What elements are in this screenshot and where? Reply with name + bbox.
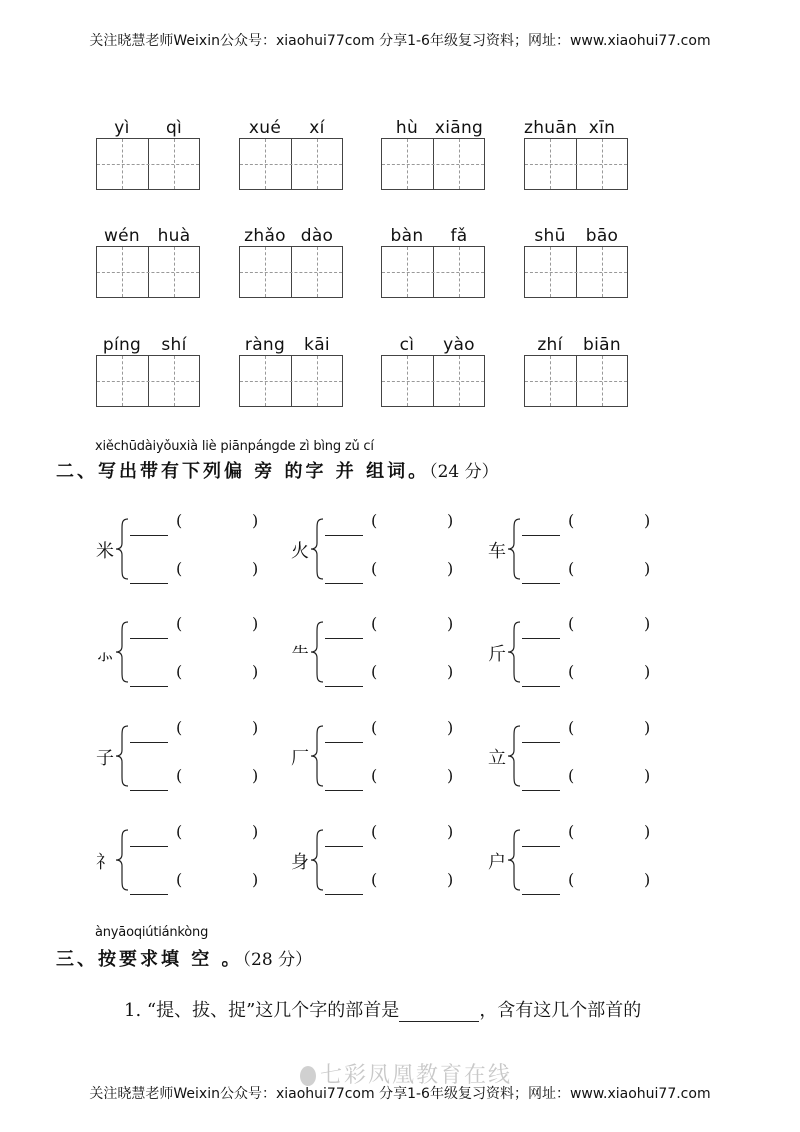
- paren-close: ): [447, 870, 454, 889]
- radical-label: 立: [488, 748, 506, 769]
- paren-open: (: [568, 822, 575, 841]
- radical-label: 身: [291, 852, 309, 873]
- paren-open: (: [568, 511, 575, 530]
- radical-label: 斤: [488, 644, 506, 665]
- pinyin-syllable: zhuān: [524, 118, 578, 138]
- radical-label: ⺗: [96, 644, 114, 665]
- writing-box[interactable]: [96, 355, 200, 407]
- brace-icon: [309, 828, 325, 892]
- question-1-text-after: ，含有这几个部首的: [479, 1000, 642, 1021]
- character-blank[interactable]: [130, 776, 168, 791]
- paren-close: ): [447, 559, 454, 578]
- radical-label: 礻: [96, 852, 114, 873]
- paren-close: ): [447, 822, 454, 841]
- pinyin-syllable: kāi: [304, 335, 330, 355]
- pinyin-syllable: zhí: [537, 335, 563, 355]
- radical-group: [96, 614, 276, 690]
- page-footer: 关注晓慧老师Weixin公众号：xiaohui77com 分享1-6年级复习资料；网址：www.xiaohui77.com: [89, 1086, 711, 1102]
- radical-group: [291, 614, 471, 690]
- writing-box[interactable]: [96, 246, 200, 298]
- brace-icon: [114, 828, 130, 892]
- paren-open: (: [176, 662, 183, 681]
- pinyin-syllable: wén: [103, 226, 141, 246]
- paren-open: (: [176, 766, 183, 785]
- paren-open: (: [176, 614, 183, 633]
- paren-close: ): [644, 559, 651, 578]
- character-blank[interactable]: [325, 728, 363, 743]
- pinyin-writing-grid: [0, 0, 800, 420]
- paren-open: (: [371, 559, 378, 578]
- brace-icon: [506, 828, 522, 892]
- character-blank[interactable]: [325, 569, 363, 584]
- character-blank[interactable]: [130, 880, 168, 895]
- paren-open: (: [176, 559, 183, 578]
- radical-label: 户: [488, 852, 506, 873]
- section-2-title: [56, 457, 499, 483]
- writing-box[interactable]: [239, 138, 343, 190]
- paren-close: ): [447, 766, 454, 785]
- radical-group: [96, 718, 276, 794]
- character-blank[interactable]: [130, 569, 168, 584]
- brace-icon: [309, 620, 325, 684]
- paren-open: (: [568, 614, 575, 633]
- pinyin-syllable: qì: [165, 118, 183, 138]
- paren-close: ): [252, 718, 259, 737]
- section-3-title-text: 三、按要求填 空 。: [56, 949, 243, 970]
- paren-open: (: [568, 766, 575, 785]
- character-blank[interactable]: [325, 672, 363, 687]
- brace-icon: [506, 724, 522, 788]
- section-2-title-text: 二、写出带有下列偏 旁 的字 并 组词。: [56, 461, 430, 482]
- watermark-text: 七彩凤凰教育在线: [320, 1063, 513, 1088]
- pinyin-syllable: bàn: [390, 226, 424, 246]
- paren-close: ): [252, 614, 259, 633]
- character-blank[interactable]: [325, 624, 363, 639]
- radical-group: [488, 718, 668, 794]
- paren-open: (: [568, 559, 575, 578]
- character-blank[interactable]: [325, 521, 363, 536]
- paren-close: ): [644, 822, 651, 841]
- pinyin-syllable: fǎ: [450, 226, 468, 246]
- pinyin-syllable: bāo: [585, 226, 619, 246]
- paren-open: (: [176, 718, 183, 737]
- brace-icon: [114, 724, 130, 788]
- brace-icon: [114, 620, 130, 684]
- question-1: [124, 996, 641, 1022]
- pinyin-syllable: biān: [583, 335, 621, 355]
- radical-group: [291, 511, 471, 587]
- radical-label: 厂: [291, 748, 309, 769]
- paren-close: ): [252, 662, 259, 681]
- character-blank[interactable]: [130, 624, 168, 639]
- writing-box[interactable]: [239, 246, 343, 298]
- character-blank[interactable]: [325, 776, 363, 791]
- brace-icon: [506, 517, 522, 581]
- character-blank[interactable]: [130, 672, 168, 687]
- radical-group: [96, 511, 276, 587]
- paren-close: ): [644, 766, 651, 785]
- pinyin-syllable: yào: [443, 335, 475, 355]
- paren-close: ): [644, 870, 651, 889]
- pinyin-syllable: zhǎo: [244, 226, 286, 246]
- pinyin-syllable: yì: [114, 118, 130, 138]
- paren-open: (: [371, 511, 378, 530]
- paren-close: ): [644, 718, 651, 737]
- radical-label: 火: [291, 541, 309, 562]
- pinyin-syllable: hù: [395, 118, 419, 138]
- writing-box[interactable]: [96, 138, 200, 190]
- pinyin-syllable: shí: [161, 335, 187, 355]
- section-2-pinyin: xiěchūdàiyǒuxià liè piānpángde zì bìng zǔ cí: [95, 439, 374, 454]
- character-blank[interactable]: [522, 728, 560, 743]
- paren-close: ): [447, 662, 454, 681]
- paren-open: (: [371, 766, 378, 785]
- radical-group: [488, 614, 668, 690]
- paren-close: ): [447, 511, 454, 530]
- paren-open: (: [371, 614, 378, 633]
- paren-open: (: [568, 870, 575, 889]
- radical-group: [291, 718, 471, 794]
- paren-open: (: [371, 718, 378, 737]
- brace-icon: [114, 517, 130, 581]
- page-header: 关注晓慧老师Weixin公众号：xiaohui77com 分享1-6年级复习资料；网址：www.xiaohui77.com: [89, 33, 711, 49]
- character-blank[interactable]: [130, 728, 168, 743]
- pinyin-syllable: xué: [248, 118, 282, 138]
- pinyin-syllable: shū: [534, 226, 566, 246]
- character-blank[interactable]: [522, 624, 560, 639]
- radical-group: [96, 822, 276, 898]
- character-blank[interactable]: [130, 832, 168, 847]
- pinyin-syllable: ràng: [244, 335, 286, 355]
- paren-open: (: [176, 511, 183, 530]
- pinyin-syllable: xīn: [588, 118, 616, 138]
- character-blank[interactable]: [325, 832, 363, 847]
- paren-open: (: [371, 870, 378, 889]
- paren-close: ): [644, 662, 651, 681]
- paren-close: ): [252, 766, 259, 785]
- paren-close: ): [252, 511, 259, 530]
- pinyin-syllable: dào: [300, 226, 334, 246]
- pinyin-syllable: píng: [102, 335, 142, 355]
- character-blank[interactable]: [130, 521, 168, 536]
- writing-box[interactable]: [239, 355, 343, 407]
- character-blank[interactable]: [522, 521, 560, 536]
- paren-close: ): [252, 559, 259, 578]
- radical-label: ⺧: [291, 644, 309, 665]
- section-3-score: （28 分）: [242, 950, 313, 970]
- paren-open: (: [371, 822, 378, 841]
- section-2-score: （24 分）: [429, 462, 499, 482]
- paren-open: (: [176, 822, 183, 841]
- paren-close: ): [447, 614, 454, 633]
- paren-close: ): [252, 870, 259, 889]
- paren-open: (: [371, 662, 378, 681]
- writing-box[interactable]: [524, 138, 628, 190]
- character-blank[interactable]: [325, 880, 363, 895]
- radical-group: [291, 822, 471, 898]
- writing-box[interactable]: [524, 355, 628, 407]
- radical-label: 车: [488, 541, 506, 562]
- pinyin-syllable: huà: [157, 226, 191, 246]
- radical-group: [488, 511, 668, 587]
- writing-box[interactable]: [381, 138, 485, 190]
- brace-icon: [309, 517, 325, 581]
- character-blank[interactable]: [522, 776, 560, 791]
- brace-icon: [506, 620, 522, 684]
- character-blank[interactable]: [522, 672, 560, 687]
- section-3-pinyin: ànyāoqiútiánkòng: [95, 925, 209, 940]
- pinyin-syllable: cì: [399, 335, 415, 355]
- paren-close: ): [644, 614, 651, 633]
- writing-box[interactable]: [524, 246, 628, 298]
- writing-box[interactable]: [381, 246, 485, 298]
- radical-label: 米: [96, 541, 114, 562]
- character-blank[interactable]: [522, 832, 560, 847]
- paren-open: (: [568, 718, 575, 737]
- paren-open: (: [176, 870, 183, 889]
- radical-group: [488, 822, 668, 898]
- brace-icon: [309, 724, 325, 788]
- character-blank[interactable]: [522, 880, 560, 895]
- question-1-text: 1. “提、拔、捉”这几个字的部首是: [124, 1000, 400, 1021]
- character-blank[interactable]: [522, 569, 560, 584]
- writing-box[interactable]: [381, 355, 485, 407]
- paren-open: (: [568, 662, 575, 681]
- section-3-title: [56, 945, 312, 971]
- paren-close: ): [252, 822, 259, 841]
- pinyin-syllable: xí: [309, 118, 325, 138]
- paren-close: ): [447, 718, 454, 737]
- paren-close: ): [644, 511, 651, 530]
- pinyin-syllable: xiāng: [434, 118, 484, 138]
- radical-label: 子: [96, 748, 114, 769]
- answer-blank[interactable]: [399, 1001, 479, 1022]
